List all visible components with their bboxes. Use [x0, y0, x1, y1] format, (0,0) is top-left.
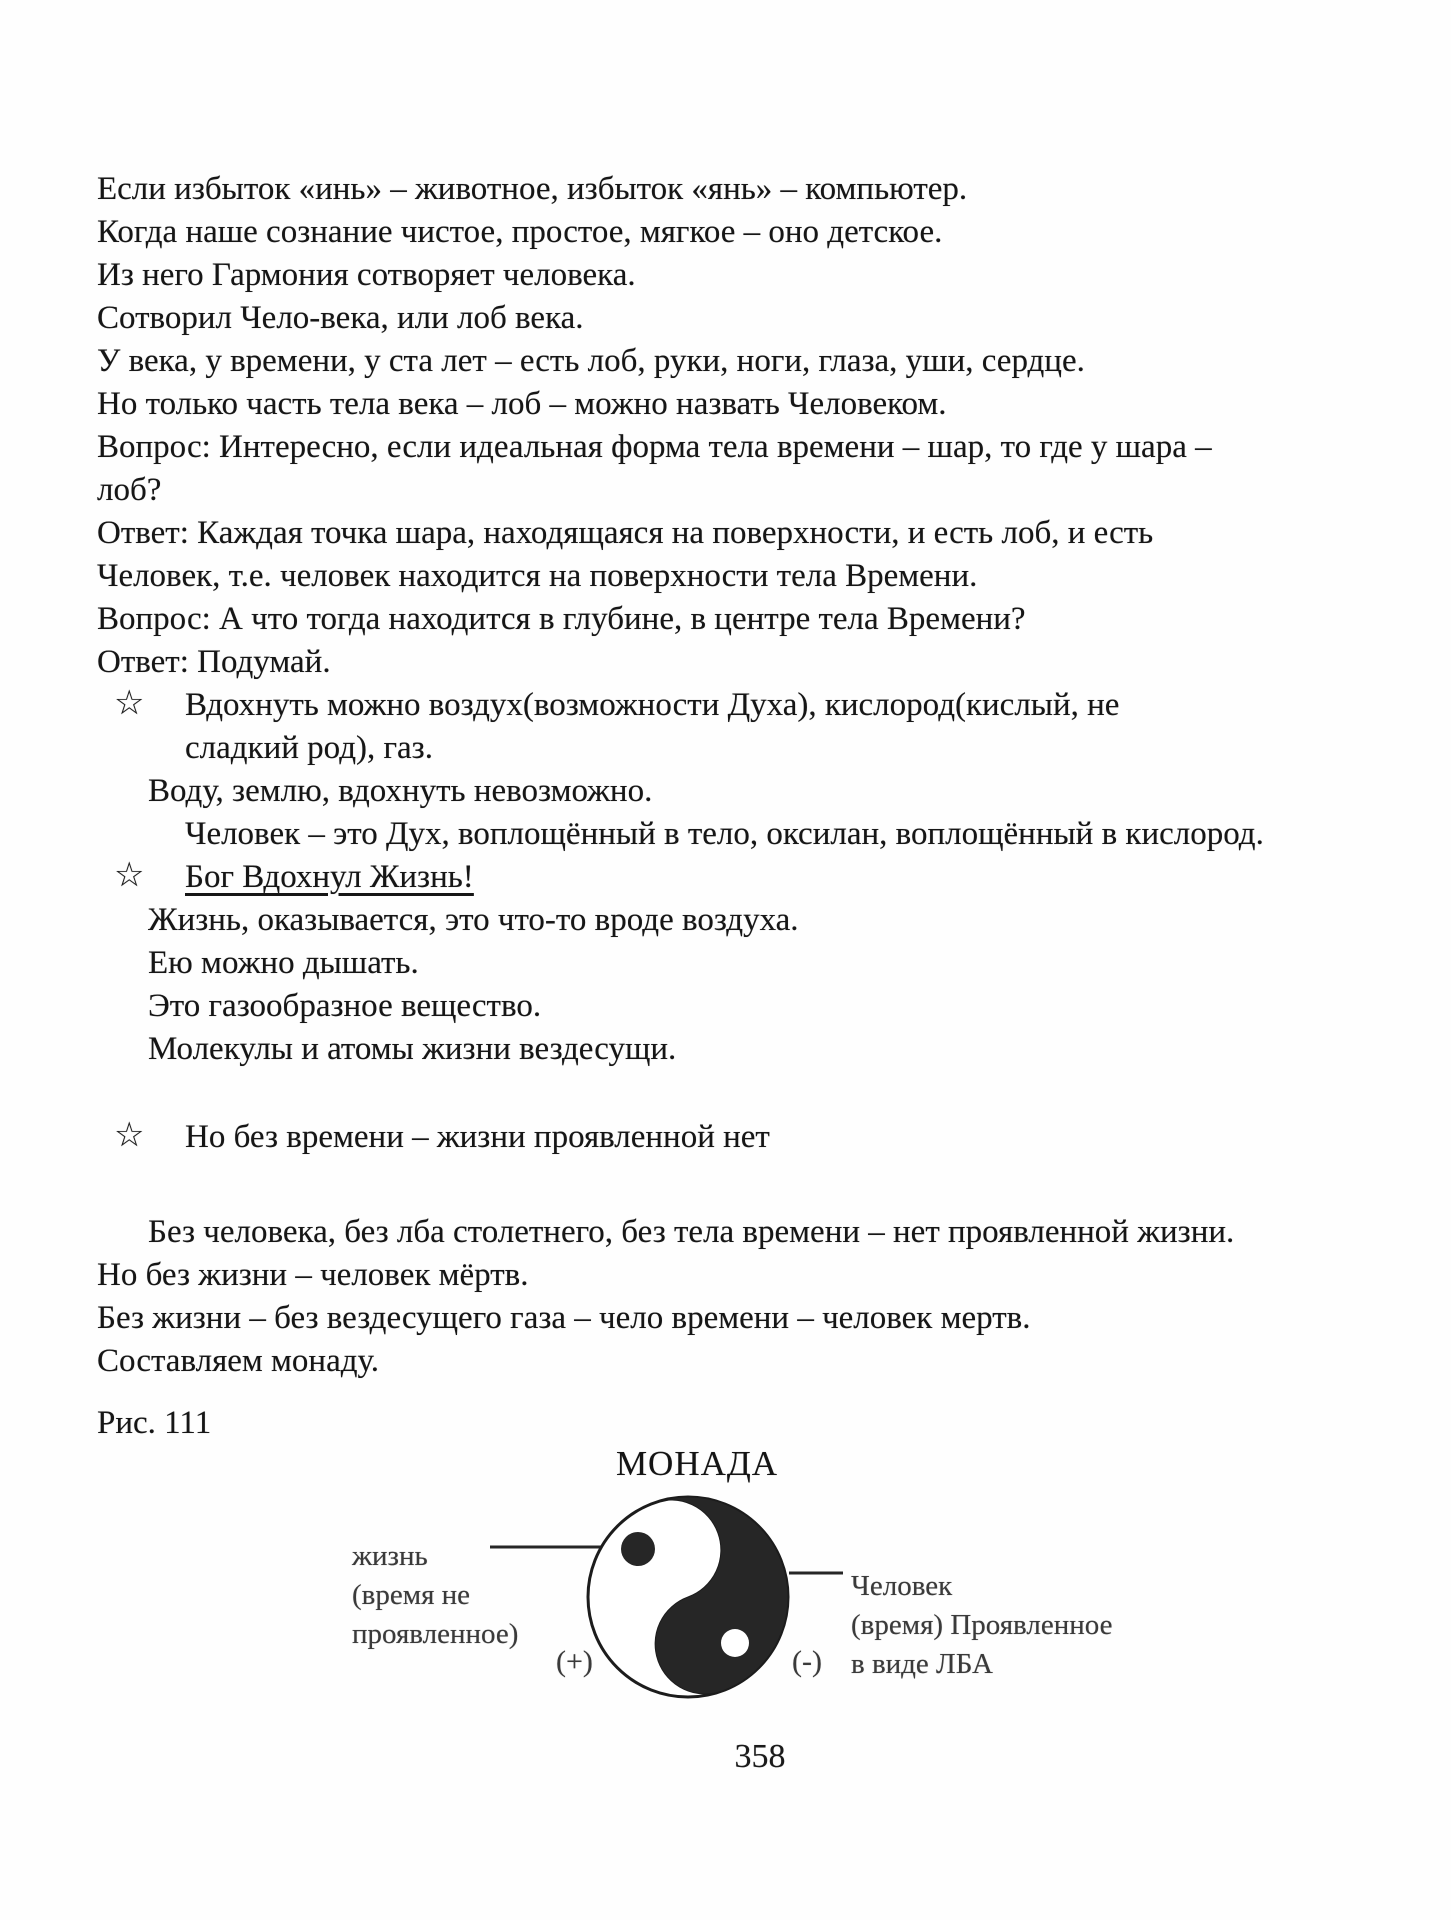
line-text: Но без жизни – человек мёртв.: [97, 1257, 529, 1293]
line-text: Но без времени – жизни проявленной нет: [185, 1119, 770, 1155]
line-text: Но только часть тела века – лоб – можно назвать Человеком.: [97, 386, 947, 422]
line-text: Вопрос: Интересно, если идеальная форма тела времени – шар, то где у шара –: [97, 429, 1212, 465]
text-line: [0, 297, 1451, 340]
text-line: [0, 211, 1451, 254]
text-line: [0, 254, 1451, 297]
right-label-line-2: (время) Проявленное: [851, 1609, 1113, 1641]
line-text: Жизнь, оказывается, это что-то вроде воздуха.: [148, 902, 799, 938]
text-line: [0, 598, 1451, 641]
text-line: [0, 942, 1451, 985]
text-line: [0, 899, 1451, 942]
line-text: Из него Гармония сотворяет человека.: [97, 257, 636, 293]
text-line: [0, 1297, 1451, 1340]
star-list-item: [0, 684, 1451, 727]
line-text: Воду, землю, вдохнуть невозможно.: [148, 773, 653, 809]
text-line: [0, 469, 1451, 512]
text-line: [0, 555, 1451, 598]
line-text: Человек – это Дух, воплощённый в тело, оксилан, воплощённый в кислород.: [185, 816, 1264, 852]
left-label-line-3: проявленное): [352, 1618, 519, 1650]
text-line: [0, 426, 1451, 469]
star-bullet-icon: ☆: [114, 1115, 145, 1155]
figure-left-label: [352, 1537, 518, 1654]
line-text: лоб?: [97, 472, 162, 508]
star-list-item: [0, 856, 1451, 899]
line-text: Вопрос: А что тогда находится в глубине, в центре тела Времени?: [97, 601, 1026, 637]
line-text: Ответ: Каждая точка шара, находящаяся на поверхности, и есть лоб, и есть: [97, 515, 1154, 551]
line-text: Ею можно дышать.: [148, 945, 419, 981]
text-line: [0, 383, 1451, 426]
text-line: [0, 168, 1451, 211]
right-label-line-1: Человек: [851, 1570, 953, 1602]
line-text: Человек, т.е. человек находится на поверхности тела Времени.: [97, 558, 978, 594]
line-text: Вдохнуть можно воздух(возможности Духа), кислород(кислый, не: [185, 687, 1120, 723]
text-line: [0, 1340, 1451, 1383]
text-line: [0, 985, 1451, 1028]
text-line: [0, 1211, 1451, 1254]
line-text: Без человека, без лба столетнего, без тела времени – нет проявленной жизни.: [148, 1214, 1235, 1250]
line-text: Молекулы и атомы жизни вездесущи.: [148, 1031, 677, 1067]
line-text: сладкий род), газ.: [185, 730, 433, 766]
text-line: [0, 1028, 1451, 1071]
yin-dot-black: [621, 1532, 655, 1566]
line-text: Составляем монаду.: [97, 1343, 379, 1379]
text-line: [0, 641, 1451, 684]
text-line: [0, 770, 1451, 813]
line-text: Ответ: Подумай.: [97, 644, 331, 680]
line-text: Бог Вдохнул Жизнь!: [185, 859, 474, 895]
line-text: У века, у времени, у ста лет – есть лоб, руки, ноги, глаза, уши, сердце.: [97, 343, 1085, 379]
star-bullet-icon: ☆: [114, 683, 145, 723]
star-list-item: [0, 1116, 1451, 1159]
left-label-line-1: жизнь: [352, 1540, 428, 1572]
line-text: Если избыток «инь» – животное, избыток «янь» – компьютер.: [97, 171, 968, 207]
body-text: [0, 168, 1451, 1383]
line-text: Без жизни – без вездесущего газа – чело времени – человек мертв.: [97, 1300, 1031, 1336]
line-text: Сотворил Чело-века, или лоб века.: [97, 300, 584, 336]
star-bullet-icon: ☆: [114, 855, 145, 895]
plus-sign-label: (+): [556, 1645, 593, 1678]
right-label-line-3: в виде ЛБА: [851, 1648, 993, 1680]
figure-right-label: [851, 1567, 1112, 1684]
text-line: [0, 1254, 1451, 1297]
figure-title: МОНАДА: [615, 1444, 779, 1483]
line-text: Когда наше сознание чистое, простое, мягкое – оно детское.: [97, 214, 943, 250]
text-line: [0, 512, 1451, 555]
yang-dot-white: [721, 1629, 749, 1657]
text-line: [0, 727, 1451, 770]
left-label-line-2: (время не: [352, 1579, 471, 1611]
figure-caption: Рис. 111: [97, 1405, 212, 1441]
line-text: Это газообразное вещество.: [148, 988, 542, 1024]
page-number: 358: [734, 1738, 786, 1775]
text-line: [0, 813, 1451, 856]
text-line: [0, 340, 1451, 383]
minus-sign-label: (-): [792, 1645, 822, 1678]
